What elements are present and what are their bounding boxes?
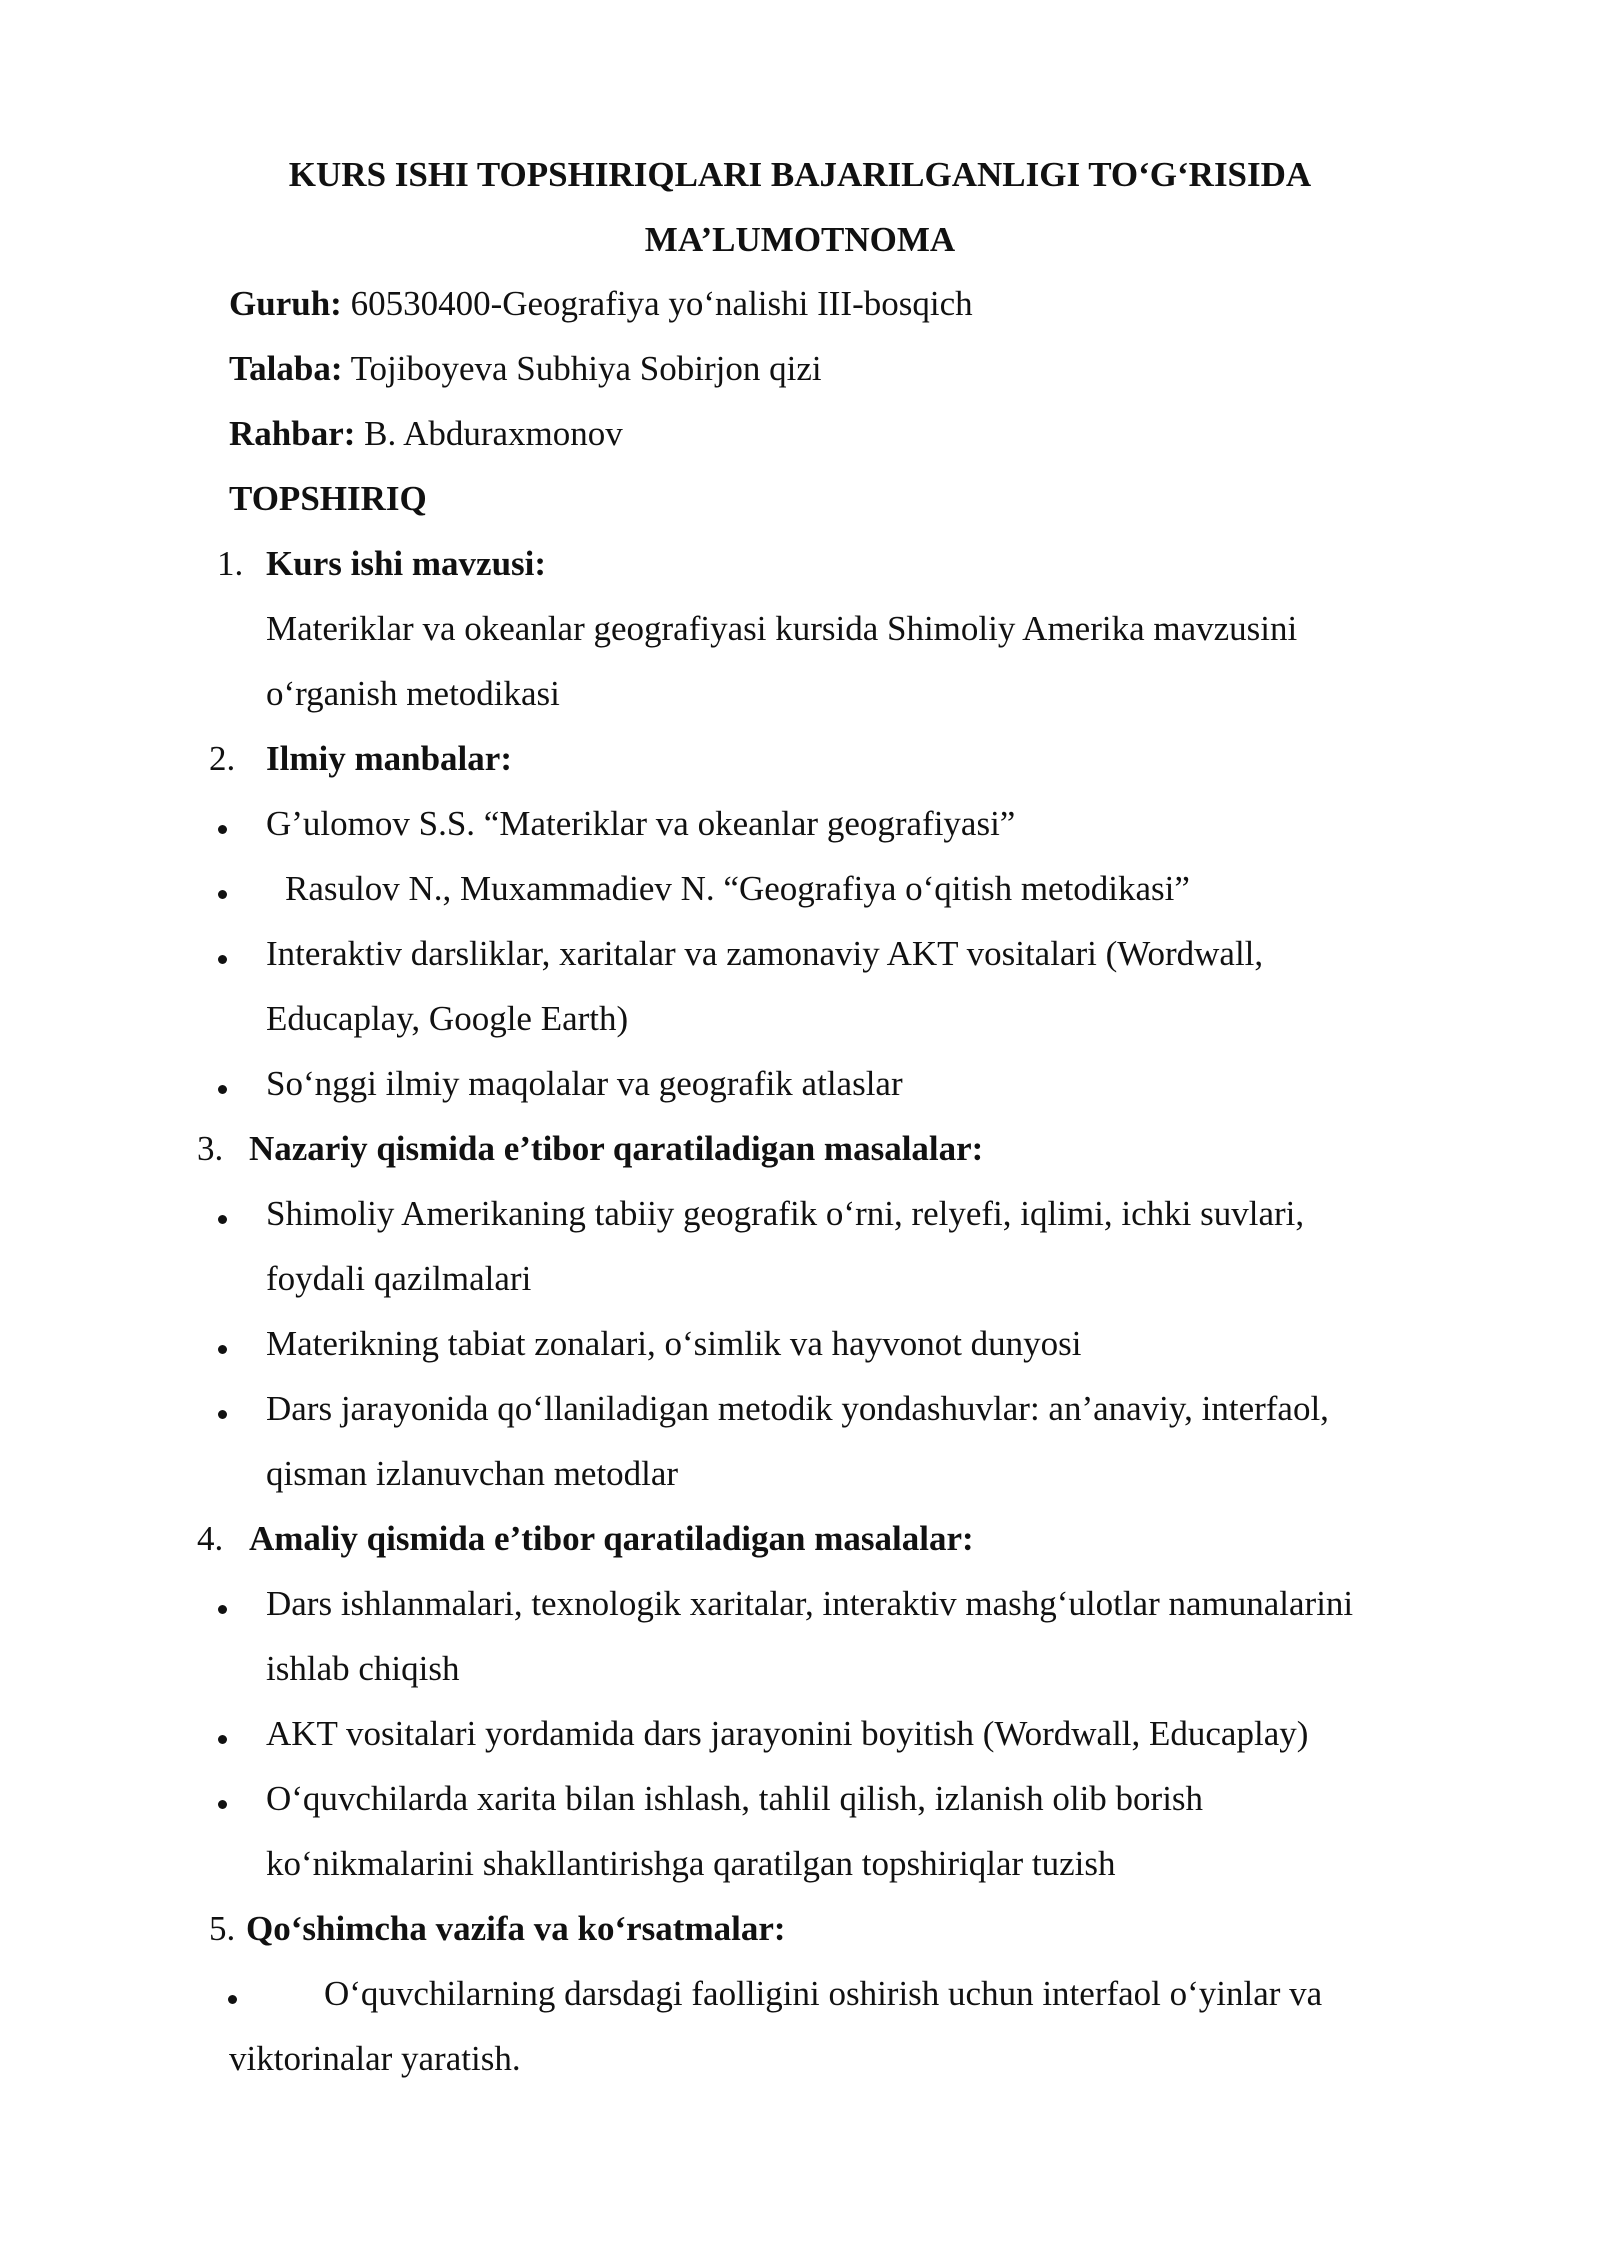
bullet-icon xyxy=(218,890,227,899)
document-title-line-1: KURS ISHI TOPSHIRIQLARI BAJARILGANLIGI TO‘G‘RISIDA xyxy=(288,155,1312,194)
list-item: So‘nggi ilmiy maqolalar va geografik atlaslar xyxy=(266,1064,903,1103)
list-item: O‘quvchilarda xarita bilan ishlash, tahlil qilish, izlanish olib borish xyxy=(266,1779,1204,1818)
group-value: 60530400-Geografiya yo‘nalishi III-bosqich xyxy=(341,284,973,323)
list-item: Interaktiv darsliklar, xaritalar va zamonaviy AKT vositalari (Wordwall, xyxy=(266,934,1264,973)
bullet-icon xyxy=(218,1215,227,1224)
section-1-number: 1. xyxy=(217,544,244,583)
section-3-number: 3. xyxy=(197,1129,224,1168)
list-item-continuation: Educaplay, Google Earth) xyxy=(266,999,629,1038)
list-item-continuation: viktorinalar yaratish. xyxy=(229,2039,521,2078)
student-row xyxy=(229,347,822,391)
list-item-continuation: ko‘nikmalarini shakllantirishga qaratilgan topshiriqlar tuzish xyxy=(266,1844,1116,1883)
list-item: AKT vositalari yordamida dars jarayonini boyitish (Wordwall, Educaplay) xyxy=(266,1714,1309,1753)
bullet-icon xyxy=(218,1605,227,1614)
section-5-number: 5. xyxy=(209,1909,236,1948)
list-item-continuation: ishlab chiqish xyxy=(266,1649,460,1688)
bullet-icon xyxy=(218,1345,227,1354)
supervisor-value: B. Abduraxmonov xyxy=(355,414,623,453)
section-5-heading: Qo‘shimcha vazifa va ko‘rsatmalar: xyxy=(246,1909,786,1948)
list-item: Shimoliy Amerikaning tabiiy geografik o‘rni, relyefi, iqlimi, ichki suvlari, xyxy=(266,1194,1305,1233)
section-1-heading: Kurs ishi mavzusi: xyxy=(266,544,547,583)
section-4-number: 4. xyxy=(197,1519,224,1558)
section-3-heading: Nazariy qismida e’tibor qaratiladigan masalalar: xyxy=(249,1129,984,1168)
bullet-icon xyxy=(218,1085,227,1094)
bullet-icon xyxy=(218,955,227,964)
supervisor-label: Rahbar: xyxy=(229,414,356,453)
task-heading: TOPSHIRIQ xyxy=(229,479,427,518)
document-title-line-2: MA’LUMOTNOMA xyxy=(644,220,956,259)
group-row xyxy=(229,282,973,326)
list-item-continuation: foydali qazilmalari xyxy=(266,1259,532,1298)
list-item: G’ulomov S.S. “Materiklar va okeanlar geografiyasi” xyxy=(266,804,1016,843)
list-item: Rasulov N., Muxammadiev N. “Geografiya o‘qitish metodikasi” xyxy=(285,869,1190,908)
list-item: Materikning tabiat zonalari, o‘simlik va hayvonot dunyosi xyxy=(266,1324,1082,1363)
student-label: Talaba: xyxy=(229,349,343,388)
bullet-icon xyxy=(218,1735,227,1744)
section-1-text-line: Materiklar va okeanlar geografiyasi kursida Shimoliy Amerika mavzusini xyxy=(266,609,1298,648)
section-4-heading: Amaliy qismida e’tibor qaratiladigan masalalar: xyxy=(249,1519,974,1558)
supervisor-row xyxy=(229,412,623,456)
student-value: Tojiboyeva Subhiya Sobirjon qizi xyxy=(342,349,822,388)
section-2-number: 2. xyxy=(209,739,236,778)
list-item: Dars ishlanmalari, texnologik xaritalar, interaktiv mashg‘ulotlar namunalarini xyxy=(266,1584,1354,1623)
list-item: O‘quvchilarning darsdagi faolligini oshirish uchun interfaol o‘yinlar va xyxy=(324,1974,1323,2013)
section-2-heading: Ilmiy manbalar: xyxy=(266,739,512,778)
bullet-icon xyxy=(218,825,227,834)
bullet-icon xyxy=(218,1410,227,1419)
list-item-continuation: qisman izlanuvchan metodlar xyxy=(266,1454,679,1493)
bullet-icon xyxy=(218,1800,227,1809)
group-label: Guruh: xyxy=(229,284,342,323)
bullet-icon xyxy=(228,1995,237,2004)
section-1-text-line: o‘rganish metodikasi xyxy=(266,674,560,713)
list-item: Dars jarayonida qo‘llaniladigan metodik yondashuvlar: an’anaviy, interfaol, xyxy=(266,1389,1329,1428)
